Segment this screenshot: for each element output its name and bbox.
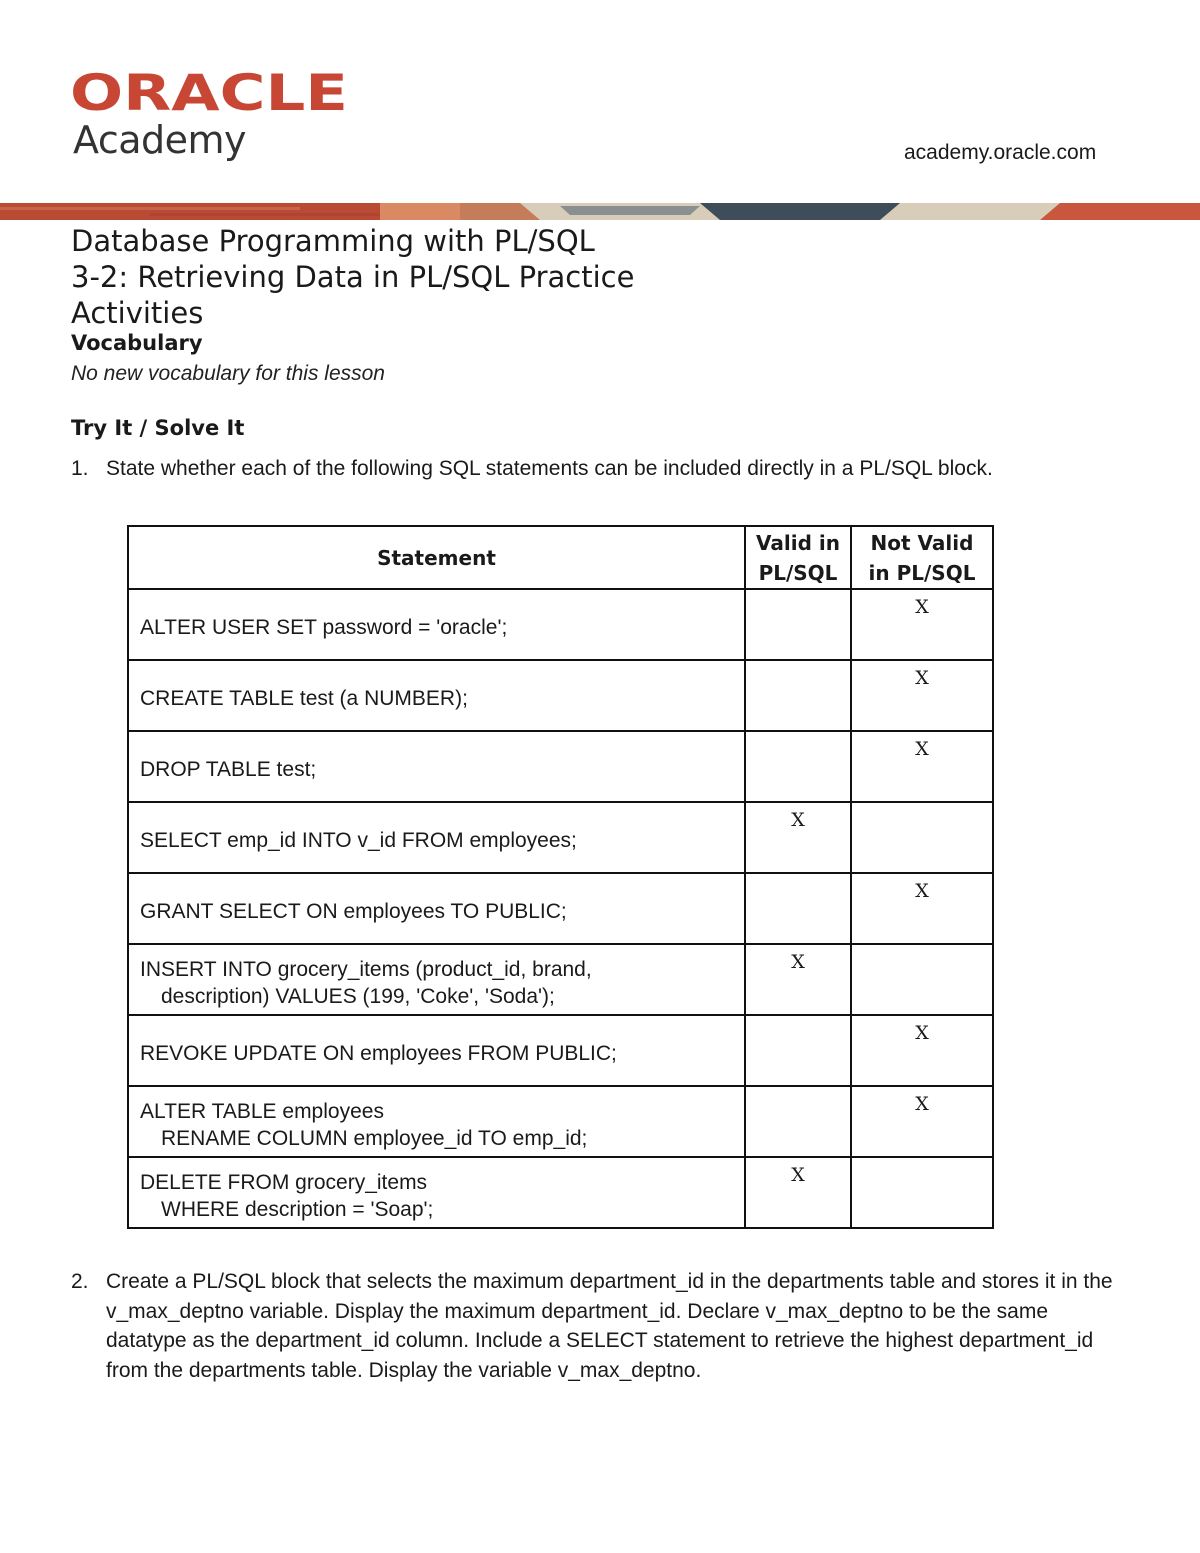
try-it-heading: Try It / Solve It — [71, 416, 245, 440]
question-2-number: 2. — [71, 1270, 89, 1293]
vocabulary-note: No new vocabulary for this lesson — [71, 362, 385, 385]
statement-line1: ALTER USER SET password = 'oracle'; — [140, 616, 508, 639]
valid-cell — [745, 589, 851, 660]
valid-cell: X — [745, 944, 851, 1015]
table-row — [128, 802, 993, 873]
header-not-valid-line1: Not Valid — [870, 530, 974, 555]
oracle-logo-text: ORACLE — [70, 66, 348, 116]
header-valid-line1: Valid in — [756, 530, 840, 555]
not-valid-cell: X — [851, 731, 993, 802]
not-valid-cell: X — [851, 1086, 993, 1157]
valid-cell — [745, 731, 851, 802]
oracle-logo — [70, 66, 350, 116]
course-title: Database Programming with PL/SQL — [71, 224, 595, 258]
not-valid-cell — [851, 1157, 993, 1228]
not-valid-cell — [851, 802, 993, 873]
valid-cell: X — [745, 1157, 851, 1228]
not-valid-cell: X — [851, 660, 993, 731]
decorative-banner — [0, 203, 1200, 220]
lesson-title — [71, 260, 634, 294]
statement-line2: RENAME COLUMN employee_id TO emp_id; — [161, 1126, 588, 1150]
table-row — [128, 1015, 993, 1086]
statement-cell — [128, 873, 745, 944]
statement-line1: ALTER TABLE employees — [140, 1099, 384, 1123]
vocabulary-heading: Vocabulary — [71, 331, 203, 355]
site-url: academy.oracle.com — [904, 141, 1097, 164]
not-valid-cell: X — [851, 1015, 993, 1086]
statement-cell — [128, 1157, 745, 1228]
statement-line1: DROP TABLE test; — [140, 758, 317, 781]
statement-line2: description) VALUES (199, 'Coke', 'Soda'); — [161, 984, 555, 1008]
statement-table — [127, 525, 994, 1229]
header-valid-line2: PL/SQL — [758, 560, 838, 585]
question-1 — [71, 454, 1131, 484]
table-row — [128, 589, 993, 660]
academy-logo-text: Academy — [73, 118, 247, 162]
statement-cell — [128, 660, 745, 731]
lesson-title-cont: Activities — [71, 296, 204, 330]
statement-cell — [128, 589, 745, 660]
statement-cell — [128, 1015, 745, 1086]
table-row — [128, 660, 993, 731]
header-not-valid-line2: in PL/SQL — [868, 560, 976, 585]
lesson-number: 3-2: — [71, 260, 129, 294]
statement-cell — [128, 802, 745, 873]
table-row — [128, 1157, 993, 1228]
valid-cell — [745, 660, 851, 731]
statement-line1: SELECT emp_id INTO v_id FROM employees; — [140, 829, 577, 852]
statement-line1: GRANT SELECT ON employees TO PUBLIC; — [140, 900, 567, 923]
valid-cell: X — [745, 802, 851, 873]
statement-line1: DELETE FROM grocery_items — [140, 1170, 428, 1194]
statement-line1: INSERT INTO grocery_items (product_id, brand, — [140, 957, 592, 981]
lesson-name: Retrieving Data in PL/SQL Practice — [137, 260, 635, 294]
statement-cell — [128, 944, 745, 1015]
table-row — [128, 731, 993, 802]
statement-line1: REVOKE UPDATE ON employees FROM PUBLIC; — [140, 1042, 617, 1065]
valid-cell — [745, 873, 851, 944]
question-1-number: 1. — [71, 457, 89, 480]
statement-line1: CREATE TABLE test (a NUMBER); — [140, 687, 468, 710]
statement-cell — [128, 731, 745, 802]
header-not-valid — [851, 526, 993, 589]
table-row — [128, 873, 993, 944]
question-1-text: State whether each of the following SQL statements can be included directly in a PL/SQL block. — [106, 457, 993, 480]
question-2 — [71, 1267, 1121, 1385]
table-row — [128, 944, 993, 1015]
statement-line2: WHERE description = 'Soap'; — [161, 1197, 434, 1221]
not-valid-cell: X — [851, 589, 993, 660]
valid-cell — [745, 1015, 851, 1086]
header-valid — [745, 526, 851, 589]
header-statement: Statement — [128, 526, 745, 589]
question-2-text: Create a PL/SQL block that selects the maximum department_id in the departments table and stores it in the v_max_deptno variable. Display the maximum department_id. Declare v_max_deptno to be the same datatype as the department_id column. Include a SELECT statement to retrieve the highest department_id from the departments table. Display the variable v_max_deptno. — [106, 1270, 1113, 1382]
table-header-row — [128, 526, 993, 589]
valid-cell — [745, 1086, 851, 1157]
not-valid-cell: X — [851, 873, 993, 944]
not-valid-cell — [851, 944, 993, 1015]
table-row — [128, 1086, 993, 1157]
statement-cell — [128, 1086, 745, 1157]
